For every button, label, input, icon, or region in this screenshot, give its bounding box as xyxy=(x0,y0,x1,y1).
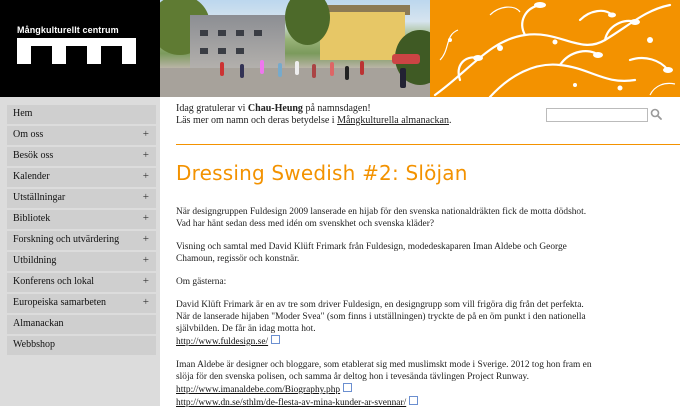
nav-item-utbildning[interactable] xyxy=(7,252,156,271)
expand-icon[interactable]: + xyxy=(142,128,149,140)
external-link-icon xyxy=(409,396,418,405)
nav-item-konferens[interactable] xyxy=(7,273,156,292)
notice-line2: Läs mer om namn och deras betydelse i xyxy=(176,115,338,126)
article-paragraph: Om gästerna: xyxy=(176,277,227,287)
expand-icon[interactable]: + xyxy=(142,149,149,161)
nav-item-forskning[interactable] xyxy=(7,231,156,250)
header-divider xyxy=(176,144,680,145)
article-paragraph: När designgruppen Fuldesign 2009 lanserade en hijab för den svenska nationaldräkten fick de motta dödshot. Vad har hänt sedan dess med idén om svenskhet och svenska kläder? xyxy=(176,207,587,229)
article-paragraph-guest-1 xyxy=(176,299,596,348)
page-title: Dressing Swedish #2: Slöjan xyxy=(176,161,468,185)
nav-item-bibliotek[interactable] xyxy=(7,210,156,229)
sidebar-nav xyxy=(0,97,160,406)
nameday-names: Chau-Heung xyxy=(247,103,303,114)
nav-item-label: Kalender xyxy=(13,171,50,182)
search-input[interactable] xyxy=(546,108,648,122)
nav-item-label: Hem xyxy=(13,108,33,119)
logo[interactable] xyxy=(0,0,160,97)
expand-icon[interactable]: + xyxy=(142,275,149,287)
nav-item-label: Almanackan xyxy=(13,318,64,329)
nav-item-label: Forskning och utvärdering xyxy=(13,234,120,245)
nav-item-kalender[interactable] xyxy=(7,168,156,187)
fuldesign-link[interactable]: http://www.fuldesign.se/ xyxy=(176,337,269,347)
external-link-icon xyxy=(271,335,280,344)
notice-prefix: Idag gratulerar vi xyxy=(176,103,248,114)
nav-item-label: Om oss xyxy=(13,129,44,140)
nav-item-almanackan[interactable] xyxy=(7,315,156,334)
logo-text: Mångkulturellt centrum xyxy=(17,25,119,35)
imanaldebe-link[interactable]: http://www.imanaldebe.com/Biography.php xyxy=(176,385,341,395)
logo-mark xyxy=(17,38,136,64)
notice-line2-suffix: . xyxy=(448,115,452,126)
nav-item-label: Webbshop xyxy=(13,339,55,350)
header-ornament xyxy=(430,0,680,97)
nav-item-label: Utbildning xyxy=(13,255,57,266)
expand-icon[interactable]: + xyxy=(142,212,149,224)
nav-item-besok-oss[interactable] xyxy=(7,147,156,166)
article-paragraph-guest-2 xyxy=(176,359,596,409)
guest-1-text: David Klüft Frimark är en av tre som driver Fuldesign, en designgrupp som vill frigöra dig från det perfekta. När de lanserade hijaben "Moder Svea" (som finns i utställningen) tryckte de på en öm punkt i den nationella självbilden. De får än idag motta hot. xyxy=(176,300,586,334)
nav-item-label: Konferens och lokal xyxy=(13,276,95,287)
nav-item-utstallningar[interactable] xyxy=(7,189,156,208)
nameday-notice xyxy=(176,103,451,127)
expand-icon[interactable]: + xyxy=(142,191,149,203)
header-photo xyxy=(160,0,430,97)
nav-item-label: Utställningar xyxy=(13,192,66,203)
nav-item-webbshop[interactable] xyxy=(7,336,156,355)
dn-link[interactable]: http://www.dn.se/sthlm/de-flesta-av-mina-kunder-ar-svennar/ xyxy=(176,398,407,408)
nav-item-label: Europeiska samarbeten xyxy=(13,297,107,308)
nav-item-hem[interactable] xyxy=(7,105,156,124)
expand-icon[interactable]: + xyxy=(142,296,149,308)
expand-icon[interactable]: + xyxy=(142,254,149,266)
expand-icon[interactable]: + xyxy=(142,170,149,182)
expand-icon[interactable]: + xyxy=(142,233,149,245)
nav-item-europeiska[interactable] xyxy=(7,294,156,313)
nav-item-om-oss[interactable] xyxy=(7,126,156,145)
nav-item-label: Besök oss xyxy=(13,150,54,161)
article-body xyxy=(176,206,596,420)
almanac-link[interactable]: Mångkulturella almanackan xyxy=(337,115,449,126)
search-icon[interactable] xyxy=(650,108,662,120)
article-paragraph: Visning och samtal med David Klüft Frimark från Fuldesign, modedeskaparen Iman Aldebe och George Chamoun, regissör och konstnär. xyxy=(176,242,567,264)
external-link-icon xyxy=(343,383,352,392)
guest-2-text: Iman Aldebe är designer och bloggare, som etablerat sig med muslimskt mode i Sverige. 2012 tog hon fram en slöja för den svenska polisen, och samma år deltog hon i tevesända tävlingen Project Runway. xyxy=(176,360,592,382)
notice-suffix: på namnsdagen! xyxy=(302,103,371,114)
nav-item-label: Bibliotek xyxy=(13,213,51,224)
